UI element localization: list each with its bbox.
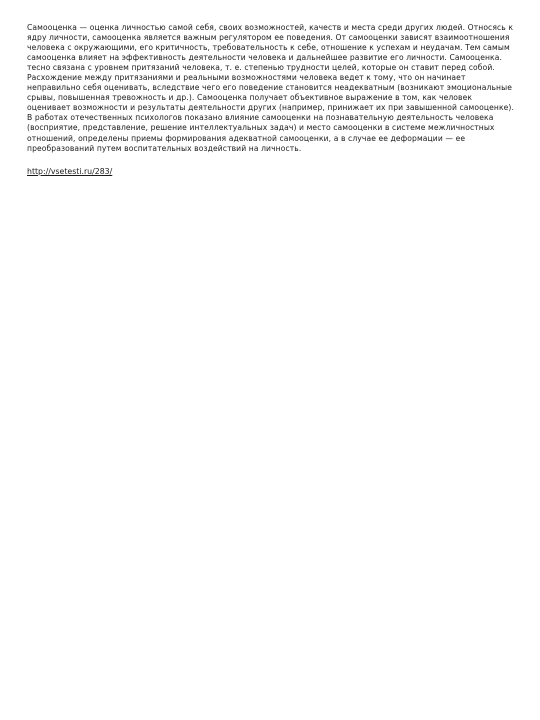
body-paragraph: Самооценка — оценка личностью самой себя, своих возможностей, качеств и места среди других людей. Относясь к ядру личности, самооценка является важным регулятором ее поведения. От самооценки зависят взаимоотношения человека с окружающими, его критичность, требовательность к себе, отношение к успехам и неудачам. Тем самым самооценка влияет на эффективность деятельности человека и дальнейшее развитие его личности. Самооценка. тесно связана с уровнем притязаний человека, т. е. степенью трудности целей, которые он ставит перед собой. Расхождение между притязаниями и реальными возможностями человека ведет к тому, что он начинает неправильно себя оценивать, вследствие чего его поведение становится неадекватным (возникают эмоциональные срывы, повышенная тревожность и др.). Самооценка получает объективное выражение в том, как человек оценивает возможности и результаты деятельности других (например, принижает их при завышенной самооценке). В работах отечественных психологов показано влияние самооценки на познавательную деятельность человека (восприятие, представление, решение интеллектуальных задач) и место самооценки в системе межличностных отношений, определены приемы формирования адекватной самооценки, а в случае ее деформации — ее преобразований путем воспитательных воздействий на личность.	[27, 23, 514, 153]
document-page	[27, 23, 517, 178]
source-link[interactable]: http://vsetesti.ru/283/	[27, 166, 113, 176]
